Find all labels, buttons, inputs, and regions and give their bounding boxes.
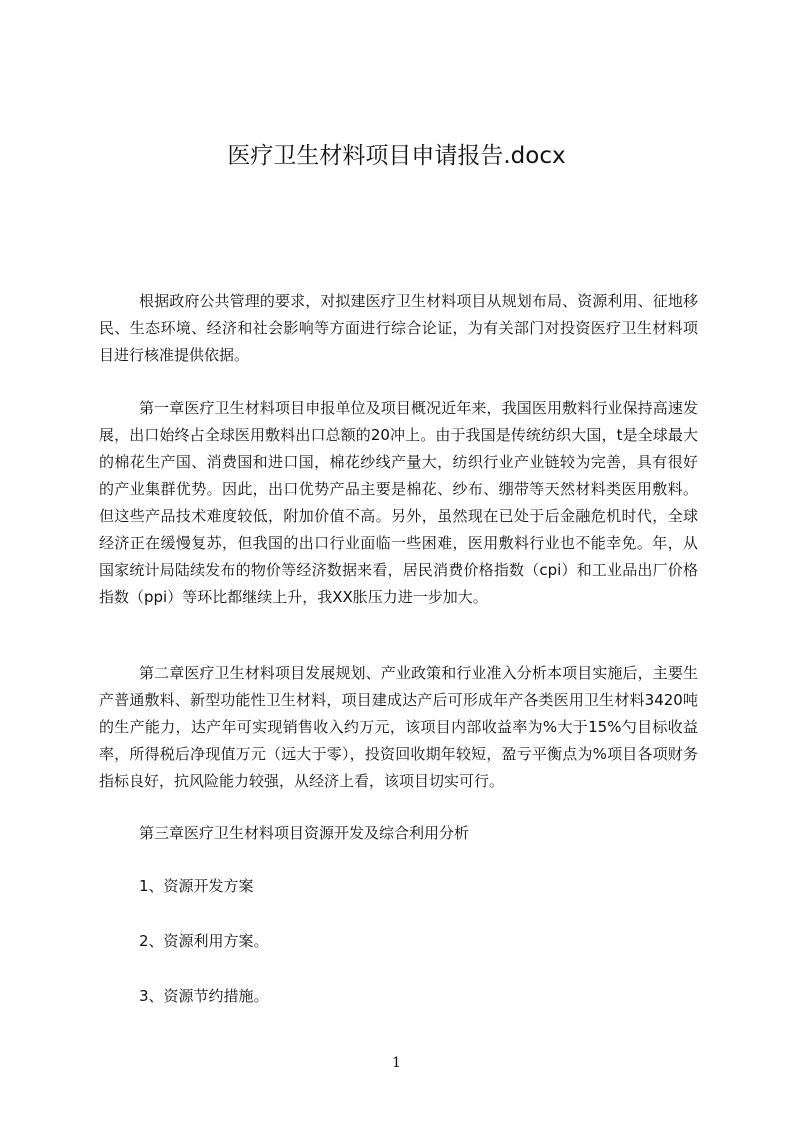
paragraph-chapter-1: 第一章医疗卫生材料项目申报单位及项目概况近年来，我国医用敷料行业保持高速发展，出口始终占全球医用敷料出口总额的20冲上。由于我国是传统纺织大国，t是全球最大的棉花生产国、消费国和进口国，棉花纱线产量大，纺织行业产业链较为完善，具有很好的产业集群优势。因此，出口优势产品主要是棉花、纱布、绷带等天然材料类医用敷料。但这些产品技术难度较低，附加价值不高。另外，虽然现在已处于后金融危机时代，全球经济正在缓慢复苏，但我国的出口行业面临一些困难，医用敷料行业也不能幸免。年，从国家统计局陆续发布的物价等经济数据来看，居民消费价格指数（cpi）和工业品出厂价格指数（ppi）等环比都继续上升，我XX胀压力进一步加大。 xyxy=(99,399,698,606)
paragraph-chapter-2: 第二章医疗卫生材料项目发展规划、产业政策和行业准入分析本项目实施后，主要生产普通敷料、新型功能性卫生材料，项目建成达产后可形成年产各类医用卫生材料3420吨的生产能力，达产年可实现销售收入约万元，该项目内部收益率为%大于15%勺目标收益率，所得税后净现值万元（远大于零），投资回收期年较短，盈亏平衡点为%项目各项财务指标良好，抗风险能力较强，从经济上看，该项目切实可行。 xyxy=(99,664,698,790)
list-item: 3、资源节约措施。 xyxy=(139,987,269,1005)
page-number: 1 xyxy=(392,1055,401,1071)
list-item: 2、资源利用方案。 xyxy=(139,932,269,950)
document-title: 医疗卫生材料项目申请报告.docx xyxy=(227,143,566,169)
list-item: 1、资源开发方案 xyxy=(139,877,254,895)
paragraph-intro: 根据政府公共管理的要求，对拟建医疗卫生材料项目从规划布局、资源利用、征地移民、生态环境、经济和社会影响等方面进行综合论证，为有关部门对投资医疗卫生材料项目进行核准提供依据。 xyxy=(99,292,698,364)
chapter-3-heading: 第三章医疗卫生材料项目资源开发及综合利用分析 xyxy=(139,824,470,842)
